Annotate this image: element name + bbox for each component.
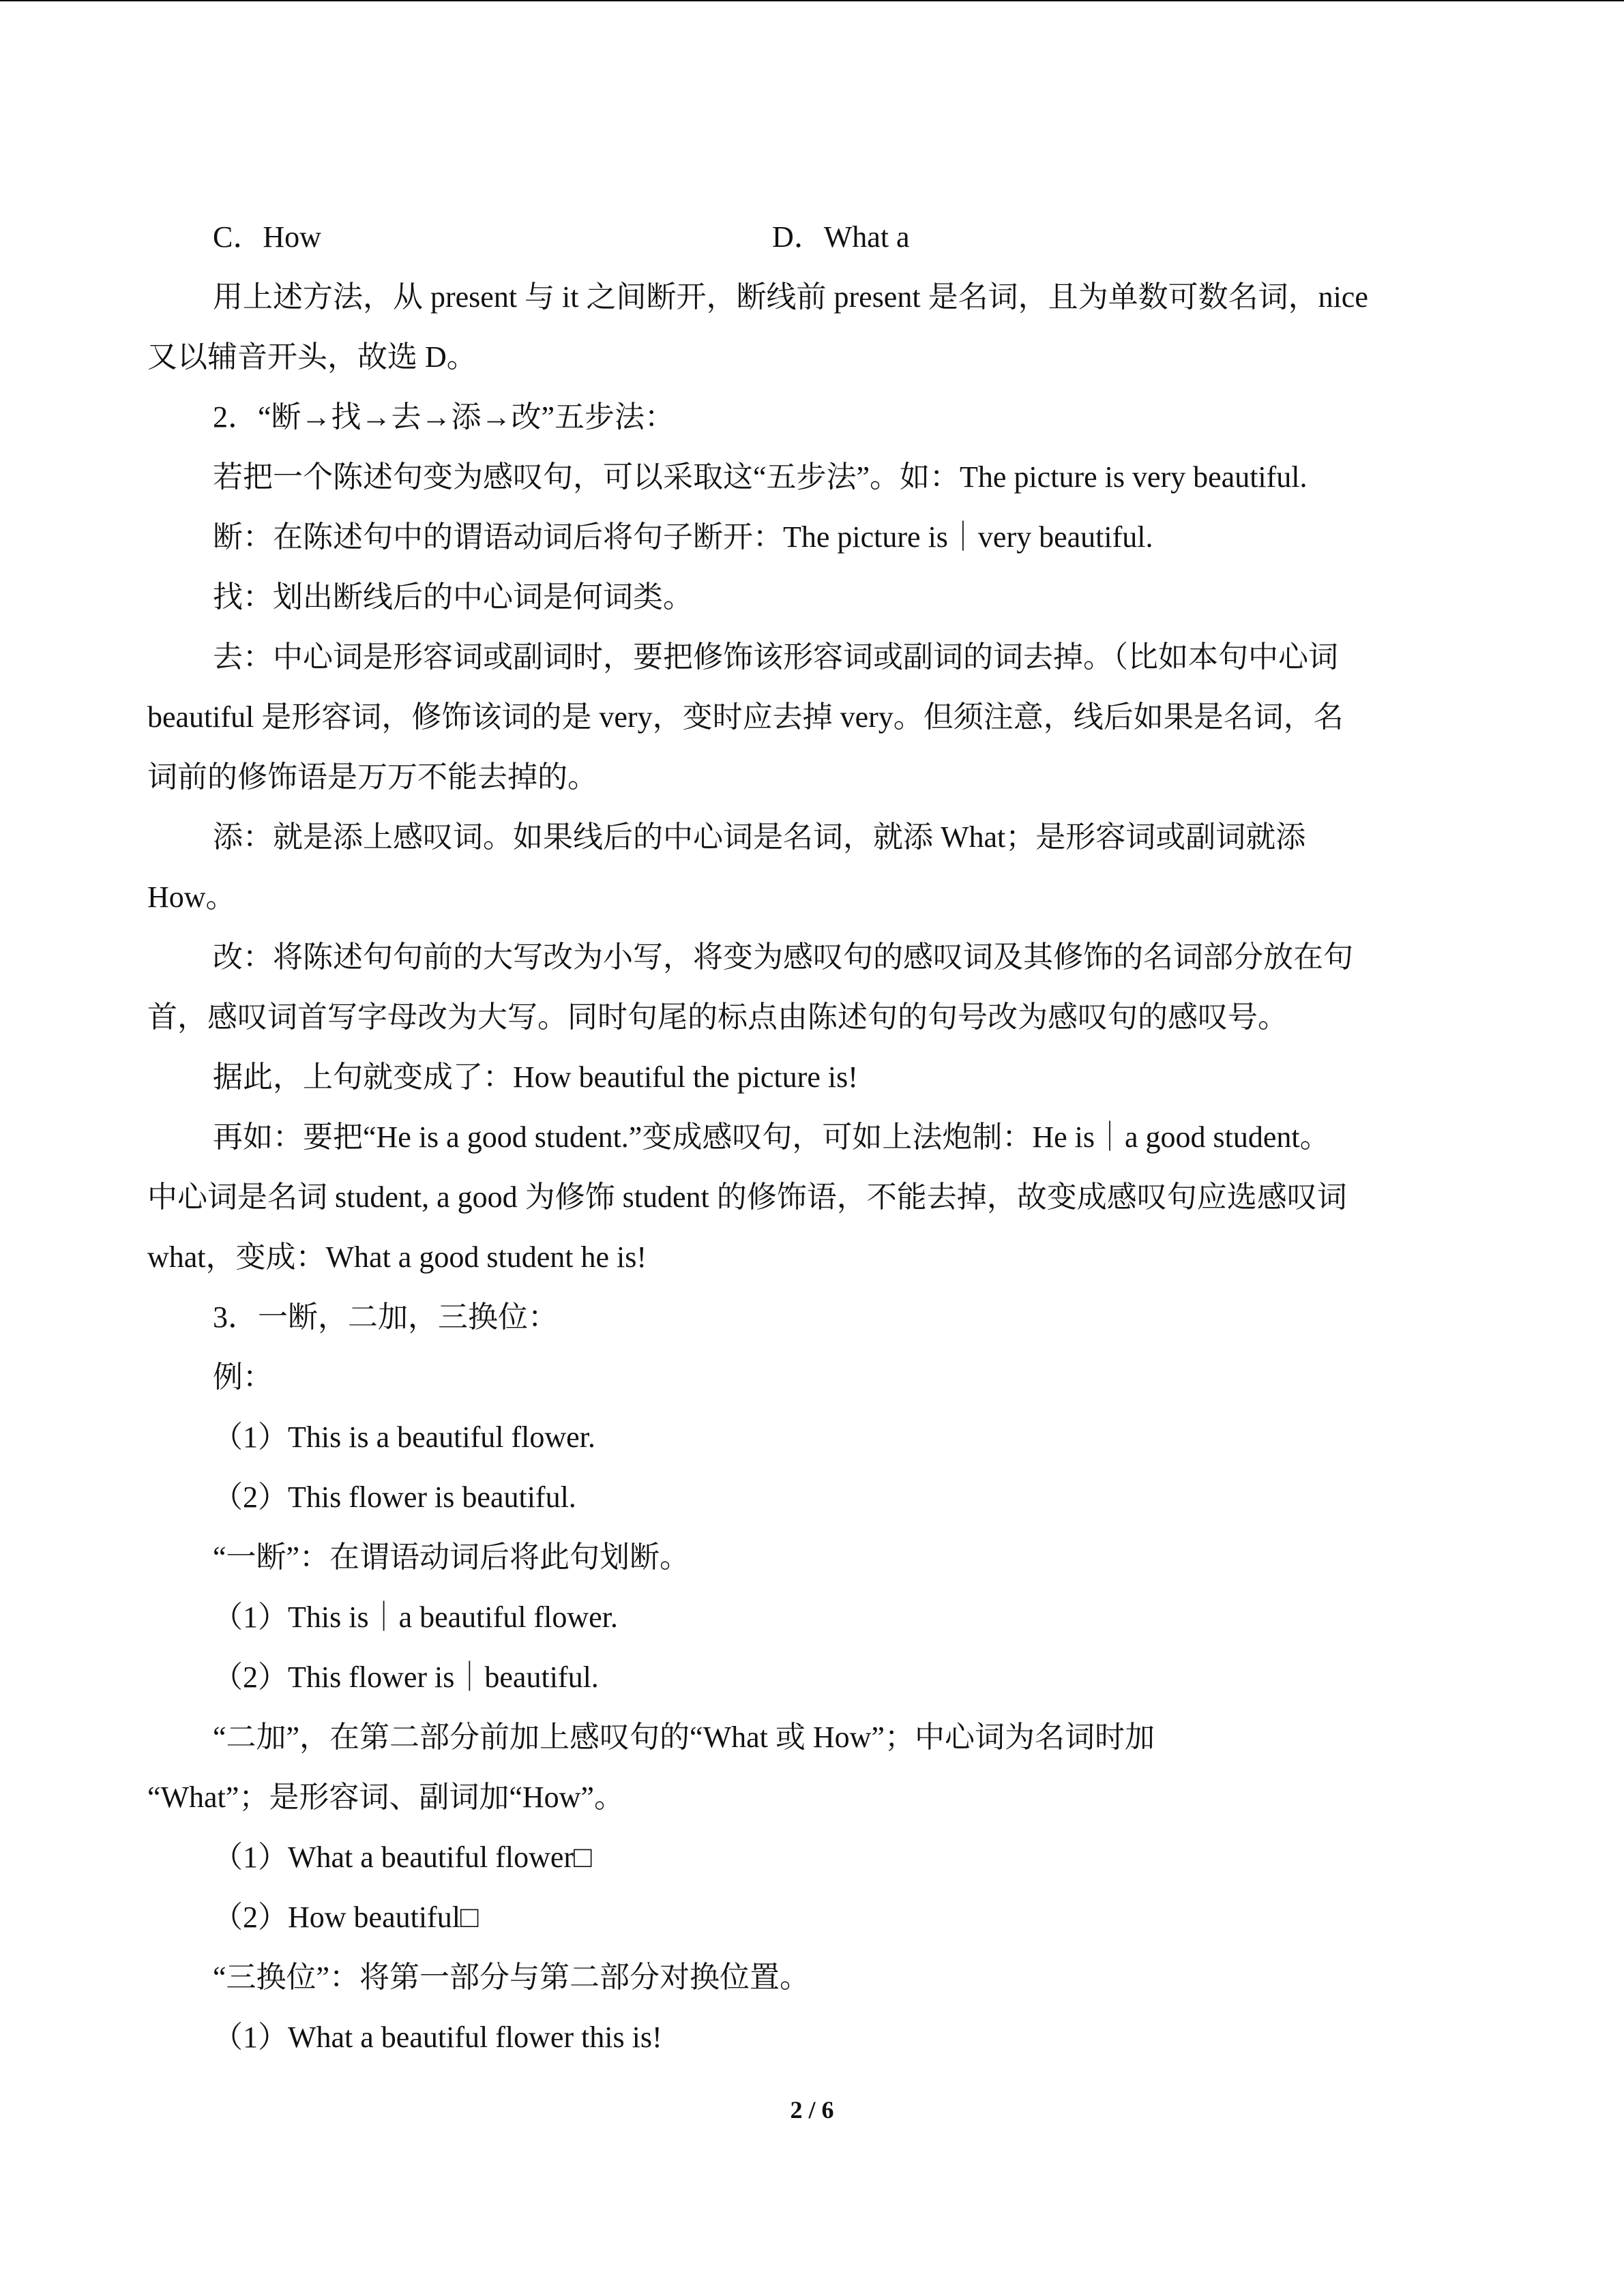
- section-heading: 2．“断→找→去→添→改”五步法：: [213, 400, 675, 434]
- step-three: “三换位”：将第一部分与第二部分对换位置。: [213, 1960, 810, 1994]
- paragraph-line: beautiful 是形容词，修饰该词的是 very，变时应去掉 very。但须注意，线后如果是名词，名: [147, 700, 1344, 734]
- step-one: “一断”：在谓语动词后将此句划断。: [213, 1540, 690, 1574]
- example-sentence: （1）What a beautiful flower□: [213, 1840, 592, 1874]
- paragraph-line: 词前的修饰语是万万不能去掉的。: [147, 760, 597, 794]
- example-sentence: （2）This flower is｜beautiful.: [213, 1660, 599, 1694]
- example-sentence: （1）This is｜a beautiful flower.: [213, 1600, 618, 1634]
- paragraph-line: 又以辅音开头，故选 D。: [147, 340, 477, 374]
- option-c: C．How: [213, 220, 321, 254]
- page-number: 2 / 6: [790, 2096, 834, 2123]
- paragraph-line: 添：就是添上感叹词。如果线后的中心词是名词，就添 What；是形容词或副词就添: [213, 820, 1306, 854]
- example-sentence: （1）This is a beautiful flower.: [213, 1420, 595, 1454]
- document-body: [147, 207, 1473, 2068]
- answer-options: [147, 207, 1473, 267]
- paragraph-line: 再如：要把“He is a good student.”变成感叹句，可如上法炮制：He is｜a good student。: [213, 1120, 1330, 1154]
- paragraph-line: 首，感叹词首写字母改为大写。同时句尾的标点由陈述句的句号改为感叹句的感叹号。: [147, 1000, 1288, 1034]
- paragraph-line: 改：将陈述句句前的大写改为小写，将变为感叹句的感叹词及其修饰的名词部分放在句: [213, 940, 1353, 974]
- example-sentence: （1）What a beautiful flower this is!: [213, 2021, 662, 2054]
- example-sentence: （2）How beautiful□: [213, 1900, 479, 1934]
- step-two: “二加”，在第二部分前加上感叹句的“What 或 How”；中心词为名词时加: [213, 1720, 1155, 1754]
- paragraph-line: 据此，上句就变成了：How beautiful the picture is!: [213, 1060, 858, 1094]
- paragraph-line: what，变成：What a good student he is!: [147, 1240, 647, 1274]
- top-border: [0, 0, 1624, 1]
- paragraph-line: 找：划出断线后的中心词是何词类。: [213, 580, 693, 614]
- step-two-cont: “What”；是形容词、副词加“How”。: [147, 1780, 624, 1814]
- example-label: 例：: [213, 1360, 273, 1394]
- example-sentence: （2）This flower is beautiful.: [213, 1480, 576, 1514]
- paragraph-line: 断：在陈述句中的谓语动词后将句子断开：The picture is｜very beautiful.: [213, 520, 1153, 554]
- paragraph-line: 去：中心词是形容词或副词时，要把修饰该形容词或副词的词去掉。（比如本句中心词: [213, 640, 1338, 674]
- paragraph-line: 若把一个陈述句变为感叹句，可以采取这“五步法”。如：The picture is very beautiful.: [213, 460, 1308, 494]
- paragraph-line: 中心词是名词 student, a good 为修饰 student 的修饰语，不能去掉，故变成感叹句应选感叹词: [147, 1180, 1347, 1214]
- option-d: D．What a: [772, 220, 910, 254]
- paragraph-line: How。: [147, 880, 236, 914]
- section-heading: 3．一断，二加，三换位：: [213, 1300, 558, 1334]
- paragraph-line: 用上述方法，从 present 与 it 之间断开，断线前 present 是名词，且为单数可数名词，nice: [213, 280, 1368, 314]
